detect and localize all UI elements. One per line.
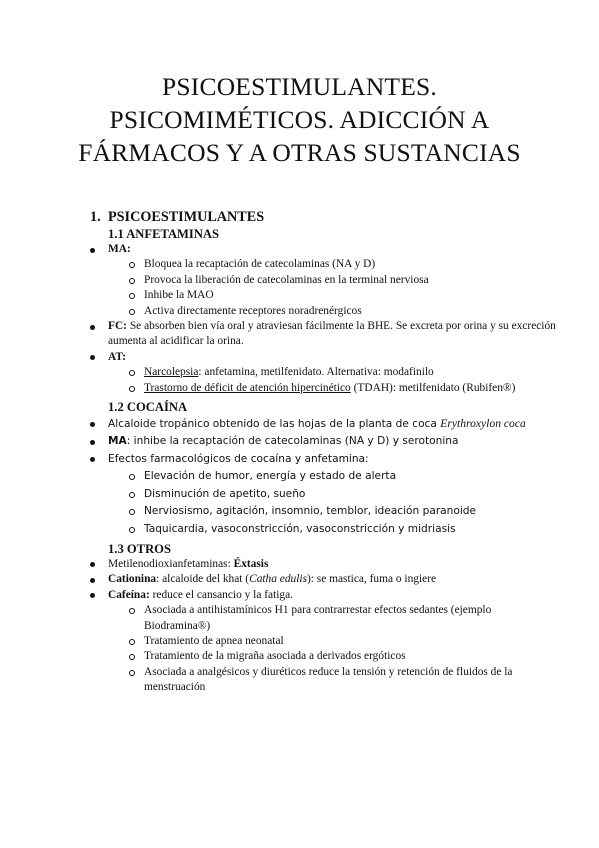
bold-term: Cafeína: xyxy=(108,588,150,601)
bullet-label: MA: xyxy=(108,243,131,255)
hollow-bullet-icon xyxy=(129,370,135,376)
bullet-text: : inhibe la recaptación de catecolaminas (NA y D) y serotonina xyxy=(126,435,459,448)
hollow-bullet-icon xyxy=(129,386,135,392)
bullet-dot-icon xyxy=(90,578,95,583)
sub-bullet xyxy=(0,257,599,272)
document-body xyxy=(0,208,599,696)
sub-bullet xyxy=(0,273,599,288)
sub-bullet xyxy=(0,603,599,634)
hollow-bullet-icon xyxy=(129,527,135,533)
bullet-at xyxy=(0,350,599,365)
bullet-fc xyxy=(0,319,599,350)
hollow-bullet-icon xyxy=(129,309,135,315)
bullet-dot-icon xyxy=(90,248,95,253)
bullet-dot-icon xyxy=(90,562,95,567)
bullet-text: Se absorben bien vía oral y atraviesan fácilmente la BHE. Se excreta por orina y su excreción aumenta al acidificar la orina. xyxy=(108,320,556,348)
sub-bullet xyxy=(0,365,599,380)
bullet-text: reduce el cansancio y la fatiga. xyxy=(149,588,294,601)
sub-bullet-text: Bloquea la recaptación de catecolaminas (NA y D) xyxy=(144,258,376,271)
sub-bullet-text: Asociada a antihistamínicos H1 para contrarrestar efectos sedantes (ejemplo Biodramina®) xyxy=(144,604,492,632)
hollow-bullet-icon xyxy=(129,608,135,614)
bullet-item xyxy=(0,451,599,468)
hollow-bullet-icon xyxy=(129,654,135,660)
section-number: 1. xyxy=(90,209,101,225)
sub-bullet-text: Disminución de apetito, sueño xyxy=(144,487,306,500)
hollow-bullet-icon xyxy=(129,509,135,515)
bullet-label: MA xyxy=(108,435,127,448)
sub-bullet xyxy=(0,503,599,520)
subsection-heading-cocaina: 1.2 COCAÍNA xyxy=(108,400,188,415)
subsection-heading-otros: 1.3 OTROS xyxy=(108,541,171,556)
title-line-3: FÁRMACOS Y A OTRAS SUSTANCIAS xyxy=(78,138,521,167)
sub-bullet-text: : anfetamina, metilfenidato. Alternativa: modafinilo xyxy=(198,366,434,379)
bullet-label: FC: xyxy=(108,320,127,333)
bullet-text: Alcaloide tropánico obtenido de las hojas de la planta de coca xyxy=(108,418,441,431)
sub-bullet xyxy=(0,288,599,303)
hollow-bullet-icon xyxy=(129,278,135,284)
italic-term: Catha edulis xyxy=(249,573,307,586)
bold-term: Cationina xyxy=(108,573,157,586)
bullet-dot-icon xyxy=(90,355,95,360)
bullet-item xyxy=(0,557,599,572)
bullet-dot-icon xyxy=(90,440,95,445)
sub-bullet-text: Tratamiento de la migraña asociada a derivados ergóticos xyxy=(144,650,406,663)
sub-bullet-text: Tratamiento de apnea neonatal xyxy=(144,634,284,647)
bullet-label: AT: xyxy=(108,350,126,363)
sub-bullet xyxy=(0,468,599,485)
sub-bullet-text: Inhibe la MAO xyxy=(144,289,214,302)
hollow-bullet-icon xyxy=(129,670,135,676)
sub-bullet-text: Elevación de humor, energía y estado de alerta xyxy=(144,470,397,483)
hollow-bullet-icon xyxy=(129,293,135,299)
title-line-1: PSICOESTIMULANTES. xyxy=(162,72,437,101)
bullet-dot-icon xyxy=(90,422,95,427)
document-title xyxy=(40,70,559,169)
bullet-text: Efectos farmacológicos de cocaína y anfetamina: xyxy=(108,452,369,465)
bullet-text: ): se mastica, fuma o ingiere xyxy=(307,573,437,586)
sub-bullet xyxy=(0,665,599,696)
hollow-bullet-icon xyxy=(129,492,135,498)
bullet-dot-icon xyxy=(90,593,95,598)
sub-bullet xyxy=(0,649,599,664)
subsection-heading-anfetaminas: 1.1 ANFETAMINAS xyxy=(108,227,220,241)
hollow-bullet-icon xyxy=(129,639,135,645)
bullet-dot-icon xyxy=(90,325,95,330)
bullet-ma xyxy=(0,242,599,257)
sub-bullet-text: Asociada a analgésicos y diuréticos reduce la tensión y retención de fluidos de la menstruación xyxy=(144,665,513,694)
bullet-text: : alcaloide del khat ( xyxy=(156,573,250,586)
hollow-bullet-icon xyxy=(129,474,135,480)
bullet-item xyxy=(0,433,599,450)
bullet-item xyxy=(0,415,599,433)
sub-bullet xyxy=(0,634,599,649)
bold-term: Éxtasis xyxy=(233,557,269,570)
sub-bullet-text: Activa directamente receptores noradrenérgicos xyxy=(144,304,362,317)
bullet-item xyxy=(0,588,599,603)
sub-bullet xyxy=(0,521,599,538)
bullet-dot-icon xyxy=(90,457,95,462)
sub-bullet-text: Taquicardia, vasoconstricción, vasoconstricción y midriasis xyxy=(144,522,456,535)
title-line-2: PSICOMIMÉTICOS. ADICCIÓN A xyxy=(109,105,490,134)
sub-bullet xyxy=(0,486,599,503)
bullet-text: Metilenodioxianfetaminas: xyxy=(108,557,234,570)
italic-term: Erythroxylon coca xyxy=(440,417,526,431)
sub-bullet-text: (TDAH): metilfenidato (Rubifen®) xyxy=(350,381,516,394)
bullet-item xyxy=(0,572,599,587)
section-heading-psicoestimulantes xyxy=(0,208,599,226)
sub-bullet xyxy=(0,381,599,396)
underlined-term: Narcolepsia xyxy=(144,366,199,379)
hollow-bullet-icon xyxy=(129,262,135,268)
sub-bullet-text: Provoca la liberación de catecolaminas en la terminal nerviosa xyxy=(144,273,429,286)
section-heading-text: PSICOESTIMULANTES xyxy=(108,209,265,225)
underlined-term: Trastorno de déficit de atención hipercinético xyxy=(144,381,351,394)
sub-bullet xyxy=(0,304,599,319)
sub-bullet-text: Nerviosismo, agitación, insomnio, temblor, ideación paranoide xyxy=(144,505,477,518)
